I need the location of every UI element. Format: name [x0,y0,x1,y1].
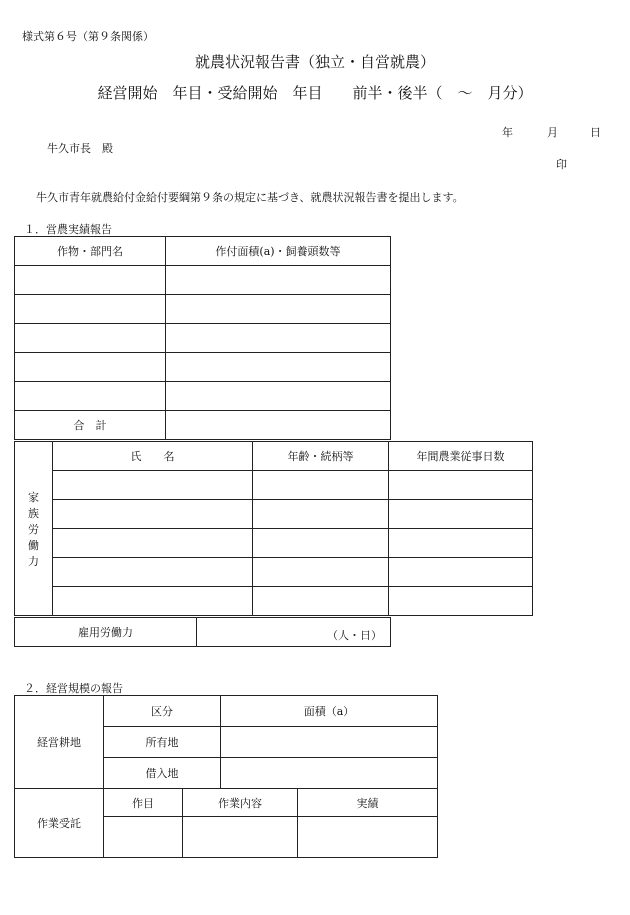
side-char: 家 [28,490,39,504]
land-table [14,695,438,789]
crop-cell-name[interactable] [15,353,166,382]
date-year-label: 年 [502,126,513,139]
intro-text: 牛久市青年就農給付金給付要綱第９条の規定に基づき、就農状況報告書を提出します。 [36,191,464,204]
family-header-age: 年齢・続柄等 [253,442,389,471]
crop-total-label: 合 計 [15,411,166,440]
family-cell-age[interactable] [253,529,389,558]
hired-labor-label: 雇用労働力 [15,618,197,647]
crop-cell-area[interactable] [166,382,391,411]
family-labor-side-label [15,442,53,616]
family-cell-days[interactable] [389,471,533,500]
side-char: 働 [28,538,39,552]
date-month-label: 月 [547,126,558,139]
land-cell-area[interactable] [221,758,438,789]
document-title: 就農状況報告書（独立・自営就農） [194,53,435,71]
family-cell-name[interactable] [53,529,253,558]
family-cell-age[interactable] [253,500,389,529]
contract-cell-result[interactable] [298,817,438,858]
family-cell-age[interactable] [253,558,389,587]
crop-cell-area[interactable] [166,266,391,295]
land-cell-area[interactable] [221,727,438,758]
crop-cell-area[interactable] [166,324,391,353]
addressee: 牛久市長 殿 [47,142,113,155]
crop-cell-name[interactable] [15,324,166,353]
form-number: 様式第６号（第９条関係） [22,30,154,43]
family-cell-name[interactable] [53,587,253,616]
family-cell-name[interactable] [53,558,253,587]
family-labor-table [14,441,533,616]
land-label: 経営耕地 [15,696,104,789]
side-char: 労 [28,522,39,536]
contract-table [14,788,438,858]
crop-header-name: 作物・部門名 [15,237,166,266]
family-cell-name[interactable] [53,500,253,529]
land-row-owned: 所有地 [104,727,221,758]
crop-cell-name[interactable] [15,382,166,411]
crop-cell-area[interactable] [166,295,391,324]
crop-cell-name[interactable] [15,295,166,324]
land-row-leased: 借入地 [104,758,221,789]
seal-mark: 印 [556,158,567,171]
crop-cell-area[interactable] [166,353,391,382]
crop-header-area: 作付面積(a)・飼養頭数等 [166,237,391,266]
side-char: 力 [28,554,39,568]
crop-table [14,236,391,440]
side-char: 族 [28,506,39,520]
section2-heading: ２．経営規模の報告 [24,682,123,695]
hired-labor-value[interactable] [197,618,391,647]
family-header-name: 氏 名 [53,442,253,471]
family-header-days: 年間農業従事日数 [389,442,533,471]
contract-header-result: 実績 [298,789,438,817]
family-cell-age[interactable] [253,587,389,616]
land-header-area: 面積（a） [221,696,438,727]
crop-total-value[interactable] [166,411,391,440]
hired-labor-unit: （人・日） [327,629,382,642]
family-cell-days[interactable] [389,529,533,558]
crop-cell-name[interactable] [15,266,166,295]
family-cell-days[interactable] [389,587,533,616]
contract-header-work: 作業内容 [183,789,298,817]
contract-cell-crop[interactable] [104,817,183,858]
document-subtitle: 経営開始 年目・受給開始 年目 前半・後半（ ～ 月分） [97,84,533,102]
family-cell-age[interactable] [253,471,389,500]
contract-header-crop: 作目 [104,789,183,817]
hired-labor-table [14,617,391,647]
family-cell-days[interactable] [389,558,533,587]
family-cell-name[interactable] [53,471,253,500]
land-header-category: 区分 [104,696,221,727]
family-cell-days[interactable] [389,500,533,529]
contract-cell-work[interactable] [183,817,298,858]
section1-heading: １．営農実績報告 [24,223,112,236]
date-day-label: 日 [590,126,601,139]
contract-label: 作業受託 [15,789,104,858]
